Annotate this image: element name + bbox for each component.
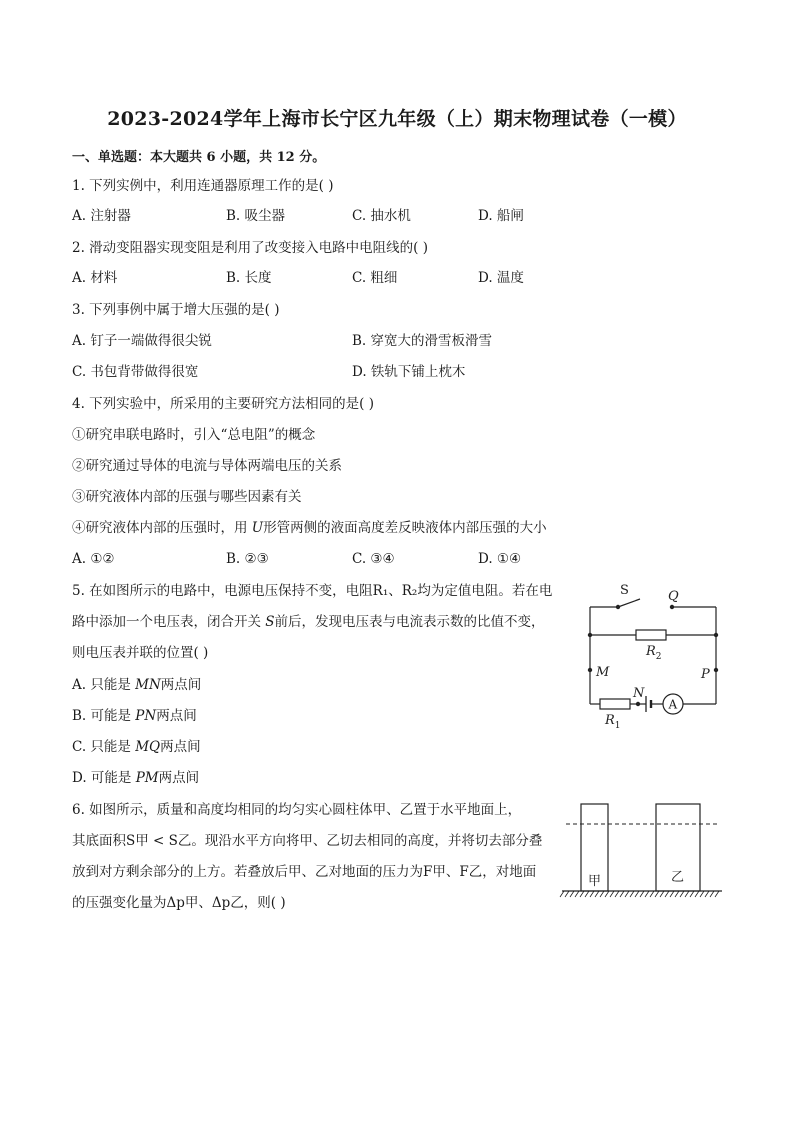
label-m: M: [596, 665, 610, 680]
q4-statement-4: [72, 518, 547, 538]
q5-option-c: C. 只能是 MQ两点间: [72, 739, 201, 755]
q1-option-a: A. 注射器: [72, 208, 131, 224]
q5-stem-line2: [72, 612, 545, 632]
hatch-mark: [715, 891, 719, 897]
hatch-mark: [675, 891, 679, 897]
resistor-r1: [600, 699, 630, 709]
switch-blade: [618, 599, 640, 607]
q5-stem-line3: 则电压表并联的位置( ): [72, 645, 209, 661]
resistor-r2: [636, 630, 666, 640]
q4-stem: 4. 下列实验中，所采用的主要研究方法相同的是( ): [72, 396, 374, 412]
hatch-mark: [645, 891, 649, 897]
q4-option-a: A. ①②: [72, 551, 115, 567]
q6-stem-line1: 6. 如图所示，质量和高度均相同的均匀实心圆柱体甲、乙置于水平地面上，: [72, 802, 522, 818]
hatch-mark: [670, 891, 674, 897]
node-q: [670, 605, 674, 609]
label-yi: 乙: [671, 870, 685, 885]
hatch-mark: [605, 891, 609, 897]
q5-circuit-diagram: [578, 580, 728, 730]
hatch-mark: [565, 891, 569, 897]
page-title: 2023-2024学年上海市长宁区九年级（上）期末物理试卷（一模）: [107, 108, 687, 130]
q4-statement-2: ②研究通过导体的电流与导体两端电压的关系: [72, 458, 342, 474]
hatch-mark: [700, 891, 704, 897]
hatch-mark: [620, 891, 624, 897]
q3-option-a: A. 钉子一端做得很尖锐: [72, 333, 212, 349]
q2-stem: 2. 滑动变阻器实现变阻是利用了改变接入电路中电阻线的( ): [72, 240, 428, 256]
q1-option-b: B. 吸尘器: [226, 208, 286, 224]
hatch-mark: [595, 891, 599, 897]
q5-line2-part2: 前后，发现电压表与电流表示数的比值不变，: [274, 614, 545, 630]
hatch-mark: [580, 891, 584, 897]
q4-statement-4-part2: 形管两侧的液面高度差反映液体内部压强的大小: [263, 520, 547, 536]
hatch-mark: [660, 891, 664, 897]
hatch-mark: [695, 891, 699, 897]
label-jia: 甲: [588, 874, 602, 889]
hatch-mark: [640, 891, 644, 897]
node-right-junction: [714, 633, 718, 637]
q4-option-b: B. ②③: [226, 551, 269, 567]
hatch-mark: [590, 891, 594, 897]
q5-line2-part1: 路中添加一个电压表，闭合开关: [72, 614, 266, 630]
hatch-mark: [710, 891, 714, 897]
section-heading: 一、单选题：本大题共 6 小题，共 12 分。: [72, 150, 326, 165]
q3-option-d: D. 铁轨下铺上枕木: [352, 364, 466, 380]
q3-option-c: C. 书包背带做得很宽: [72, 364, 199, 380]
label-s: S: [620, 583, 629, 598]
q1-option-d: D. 船闸: [478, 208, 524, 224]
label-p: P: [701, 667, 710, 682]
hatch-mark: [630, 891, 634, 897]
q6-stem-line3: 放到对方剩余部分的上方。若叠放后甲、乙对地面的压力为F甲、F乙，对地面: [72, 864, 537, 880]
hatch-mark: [560, 891, 564, 897]
node-p: [714, 668, 718, 672]
q2-option-c: C. 粗细: [352, 270, 398, 286]
q6-stem-line2: 其底面积S甲 < S乙。现沿水平方向将甲、乙切去相同的高度，并将切去部分叠: [72, 833, 543, 849]
q6-cylinders-diagram: [558, 798, 728, 904]
hatch-mark: [705, 891, 709, 897]
q4-u-symbol: U: [251, 520, 264, 536]
ground-hatching: [560, 891, 719, 897]
q4-option-d: D. ①④: [478, 551, 522, 567]
hatch-mark: [685, 891, 689, 897]
label-n: N: [633, 686, 645, 701]
hatch-mark: [680, 891, 684, 897]
node-n: [636, 702, 640, 706]
hatch-mark: [575, 891, 579, 897]
q3-stem: 3. 下列事例中属于增大压强的是( ): [72, 302, 280, 318]
q5-option-a: A. 只能是 MN两点间: [72, 677, 202, 693]
node-m: [588, 668, 592, 672]
hatch-mark: [635, 891, 639, 897]
q4-statement-4-part1: ④研究液体内部的压强时，用: [72, 520, 252, 536]
q3-option-b: B. 穿宽大的滑雪板滑雪: [352, 333, 493, 349]
q4-statement-1: ①研究串联电路时，引入“总电阻”的概念: [72, 427, 316, 443]
q5-option-d: D. 可能是 PM两点间: [72, 770, 200, 786]
label-r2: $R_2$: [646, 644, 662, 662]
q1-stem: 1. 下列实例中，利用连通器原理工作的是( ): [72, 178, 334, 194]
q5-option-b: B. 可能是 PN两点间: [72, 708, 197, 724]
q5-stem-line1: 5. 在如图所示的电路中，电源电压保持不变，电阻R₁、R₂均为定值电阻。若在电: [72, 583, 553, 599]
hatch-mark: [615, 891, 619, 897]
hatch-mark: [655, 891, 659, 897]
hatch-mark: [625, 891, 629, 897]
hatch-mark: [570, 891, 574, 897]
label-q: Q: [668, 589, 679, 604]
q2-option-b: B. 长度: [226, 270, 272, 286]
q4-option-c: C. ③④: [352, 551, 395, 567]
q4-statement-3: ③研究液体内部的压强与哪些因素有关: [72, 489, 302, 505]
node-switch-left: [616, 605, 620, 609]
hatch-mark: [585, 891, 589, 897]
hatch-mark: [650, 891, 654, 897]
node-left-junction: [588, 633, 592, 637]
label-r1: $R_1$: [605, 713, 621, 730]
q5-switch-symbol: S: [265, 614, 275, 630]
q2-option-a: A. 材料: [72, 270, 118, 286]
label-ammeter: A: [668, 697, 678, 712]
q1-option-c: C. 抽水机: [352, 208, 411, 224]
hatch-mark: [610, 891, 614, 897]
hatch-mark: [690, 891, 694, 897]
hatch-mark: [665, 891, 669, 897]
hatch-mark: [600, 891, 604, 897]
q6-stem-line4: 的压强变化量为Δp甲、Δp乙，则( ): [72, 895, 286, 911]
q2-option-d: D. 温度: [478, 270, 524, 286]
